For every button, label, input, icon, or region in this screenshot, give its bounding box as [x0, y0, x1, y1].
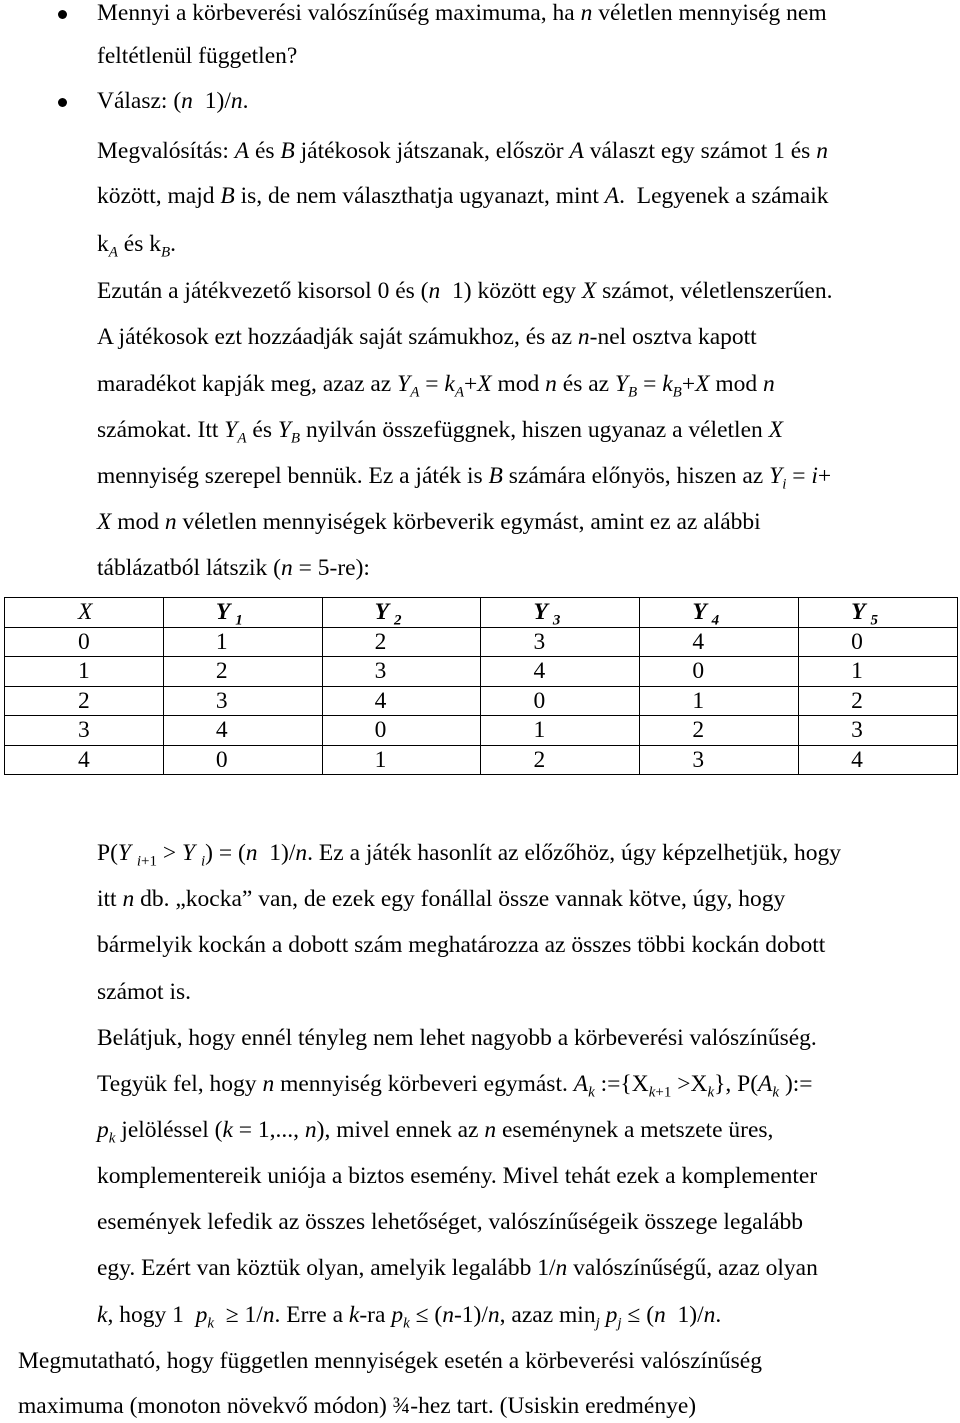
table-cell: 2 — [322, 627, 481, 657]
table-cell: 3 — [481, 627, 640, 657]
table-cell: 2 — [5, 686, 164, 716]
table-cell: 4 — [799, 745, 958, 775]
text-line: Mennyi a körbeverési valószínűség maximuma, ha n véletlen mennyiség nem — [97, 0, 827, 26]
table-cell: 3 — [799, 716, 958, 746]
text-line: $p_k$ jelöléssel (k = 1,..., n), mivel ennek az n eseménynek a metszete üres, — [97, 1117, 774, 1147]
data-table — [4, 597, 958, 775]
text-line: Tegyük fel, hogy n mennyiség körbeveri egymást. $A_k$ $:=\{X_{k+1} >X_k\}$, $P(A_k$ ):= — [97, 1071, 813, 1101]
bullet-dot — [58, 98, 67, 107]
text-line: maximuma (monoton növekvő módon) ¾-hez tart. (Usiskin eredménye) — [18, 1393, 697, 1419]
text-line: mennyiség szerepel bennük. Ez a játék is B számára előnyös, hiszen az $Y_i = i+$ — [97, 463, 832, 493]
table-header-cell: Y $_1$ — [163, 598, 322, 628]
text-line: számot is. — [97, 979, 191, 1005]
text-line: egy. Ezért van köztük olyan, amelyik legalább 1/n valószínűségű, azaz olyan — [97, 1255, 818, 1281]
table-cell: 2 — [799, 686, 958, 716]
table-cell: 4 — [481, 657, 640, 687]
text-line: feltétlenül független? — [97, 43, 298, 69]
table-row — [5, 745, 958, 775]
table-cell: 4 — [322, 686, 481, 716]
text-line: között, majd B is, de nem választhatja ugyanazt, mint A. Legyenek a számaik — [97, 183, 829, 209]
table-cell: 0 — [640, 657, 799, 687]
table-cell: 1 — [163, 627, 322, 657]
table-cell: 4 — [5, 745, 164, 775]
text-line: P(Y $_{i+1}$ > Y $_i$) = (n 1)/n. Ez a játék hasonlít az előzőhöz, úgy képzelhetjük, hogy — [97, 840, 841, 870]
table-cell: 0 — [322, 716, 481, 746]
text-line: Megmutatható, hogy független mennyiségek esetén a körbeverési valószínűség — [18, 1348, 762, 1374]
table-cell: 0 — [799, 627, 958, 657]
text-line: itt n db. „kocka” van, de ezek egy fonállal össze vannak kötve, úgy, hogy — [97, 886, 786, 912]
text-line: Megvalósítás: A és B játékosok játszanak, először A választ egy számot 1 és n — [97, 138, 828, 164]
text-line: táblázatból látszik (n = 5-re): — [97, 555, 370, 581]
table-cell: 2 — [481, 745, 640, 775]
table-cell: 3 — [5, 716, 164, 746]
text-line: k, hogy 1 $p_k \ge 1/n$. Erre a k-ra $p_k \le (n-1)/n$, azaz $\min_j p_j \le (n$ 1)/n. — [97, 1302, 722, 1332]
table-header-cell: Y $_2$ — [322, 598, 481, 628]
table-header-cell: Y $_3$ — [481, 598, 640, 628]
text-line: komplementereik uniója a biztos esemény. Mivel tehát ezek a komplementer — [97, 1163, 818, 1189]
table-cell: 0 — [5, 627, 164, 657]
table-cell: 2 — [163, 657, 322, 687]
table-cell: 1 — [322, 745, 481, 775]
table-header-row — [5, 598, 958, 628]
text-line: Válasz: (n 1)/n. — [97, 88, 249, 114]
table-cell: 0 — [163, 745, 322, 775]
table-row — [5, 686, 958, 716]
table-cell: 2 — [640, 716, 799, 746]
text-line: A játékosok ezt hozzáadják saját számukhoz, és az n-nel osztva kapott — [97, 324, 757, 350]
bullet-dot — [58, 10, 67, 19]
text-line: maradékot kapják meg, azaz az $Y_A = k_A+X$ mod n és az $Y_B = k_B+X$ mod n — [97, 371, 775, 401]
table-cell: 4 — [163, 716, 322, 746]
table-cell: 1 — [481, 716, 640, 746]
text-line: $k_A$ és $k_B$. — [97, 231, 177, 261]
text-line: események lefedik az összes lehetőséget, valószínűségeik összege legalább — [97, 1209, 804, 1235]
table-row — [5, 716, 958, 746]
table-header-cell: Y $_4$ — [640, 598, 799, 628]
text-line: Ezután a játékvezető kisorsol 0 és (n 1) között egy X számot, véletlenszerűen. — [97, 278, 833, 304]
table-header-cell: X — [5, 598, 164, 628]
table-header-cell: Y $_5$ — [799, 598, 958, 628]
table-row — [5, 627, 958, 657]
table-cell: 1 — [5, 657, 164, 687]
table-cell: 1 — [640, 686, 799, 716]
text-line: számokat. Itt $Y_A$ és $Y_B$ nyilván összefüggnek, hiszen ugyanaz a véletlen X — [97, 417, 783, 447]
table-cell: 1 — [799, 657, 958, 687]
text-line: X mod n véletlen mennyiségek körbeverik egymást, amint ez az alábbi — [97, 509, 761, 535]
table-cell: 4 — [640, 627, 799, 657]
table-cell: 3 — [322, 657, 481, 687]
table-cell: 3 — [163, 686, 322, 716]
table-row — [5, 657, 958, 687]
table-cell: 3 — [640, 745, 799, 775]
text-line: Belátjuk, hogy ennél tényleg nem lehet nagyobb a körbeverési valószínűség. — [97, 1025, 817, 1051]
table-cell: 0 — [481, 686, 640, 716]
text-line: bármelyik kockán a dobott szám meghatározza az összes többi kockán dobott — [97, 932, 826, 958]
